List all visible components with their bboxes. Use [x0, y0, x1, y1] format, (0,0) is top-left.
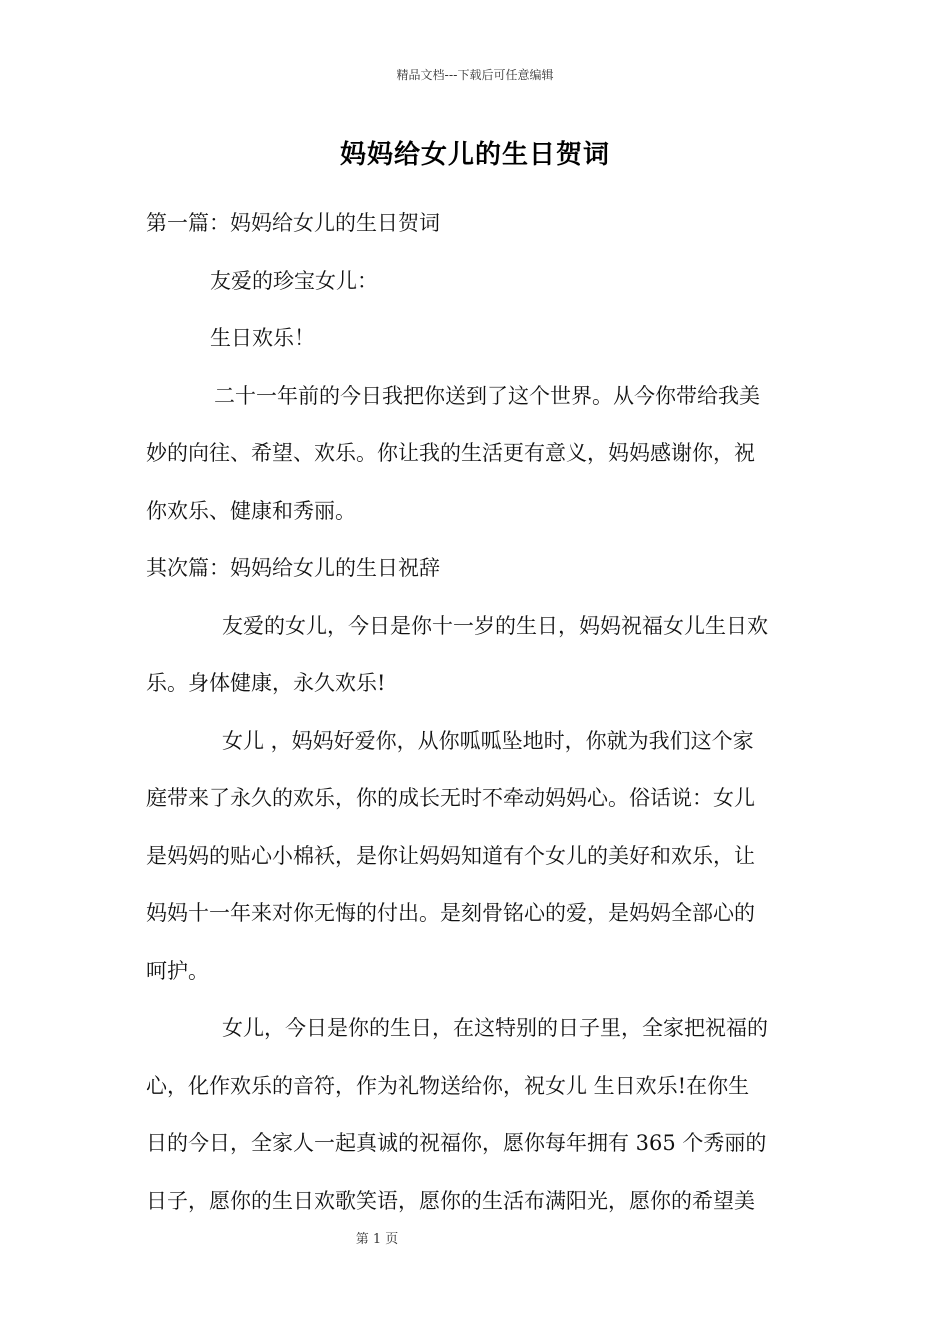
paragraph-3-line: 呵护。	[146, 958, 209, 983]
paragraph-3-line: 是妈妈的贴心小棉袄，是你让妈妈知道有个女儿的美好和欢乐，让	[146, 843, 755, 868]
document-title: 妈妈给女儿的生日贺词	[339, 140, 610, 170]
greeting-line: 友爱的珍宝女儿：	[210, 268, 378, 293]
paragraph-4-line: 日子，愿你的生日欢歌笑语，愿你的生活布满阳光，愿你的希望美	[146, 1188, 755, 1213]
document-body	[146, 195, 806, 1230]
paragraph-2-line: 友爱的女儿，今日是你十一岁的生日，妈妈祝福女儿生日欢	[222, 613, 768, 638]
paragraph-3-line: 庭带来了永久的欢乐，你的成长无时不牵动妈妈心。俗话说：女儿	[146, 786, 755, 810]
paragraph-4-line: 女儿，今日是你的生日，在这特别的日子里，全家把祝福的	[222, 1016, 768, 1040]
paragraph-1-line: 二十一年前的今日我把你送到了这个世界。从今你带给我美	[214, 383, 760, 408]
paragraph-4-line: 心，化作欢乐的音符，作为礼物送给你，祝女儿 生日欢乐!在你生	[146, 1073, 750, 1098]
paragraph-3-line: 妈妈十一年来对你无悔的付出。是刻骨铭心的爱，是妈妈全部心的	[146, 901, 755, 925]
paragraph-2-line: 乐。身体健康，永久欢乐!	[146, 671, 386, 695]
paragraph-4-line: 日的今日，全家人一起真诚的祝福你，愿你每年拥有 365 个秀丽的	[146, 1131, 767, 1155]
paragraph-1-line: 妙的向往、希望、欢乐。你让我的生活更有意义，妈妈感谢你，祝	[146, 441, 755, 465]
paragraph-1-line: 你欢乐、健康和秀丽。	[146, 498, 356, 523]
section-heading-2: 其次篇：妈妈给女儿的生日祝辞	[146, 556, 440, 580]
paragraph-3-line: 女儿 ，妈妈好爱你，从你呱呱坠地时，你就为我们这个家	[222, 728, 754, 753]
page-number: 第 1 页	[355, 1232, 399, 1247]
section-heading-1: 第一篇：妈妈给女儿的生日贺词	[146, 211, 440, 235]
wish-line: 生日欢乐！	[210, 326, 315, 350]
page-header: 精品文档---下载后可任意编辑	[396, 68, 554, 82]
